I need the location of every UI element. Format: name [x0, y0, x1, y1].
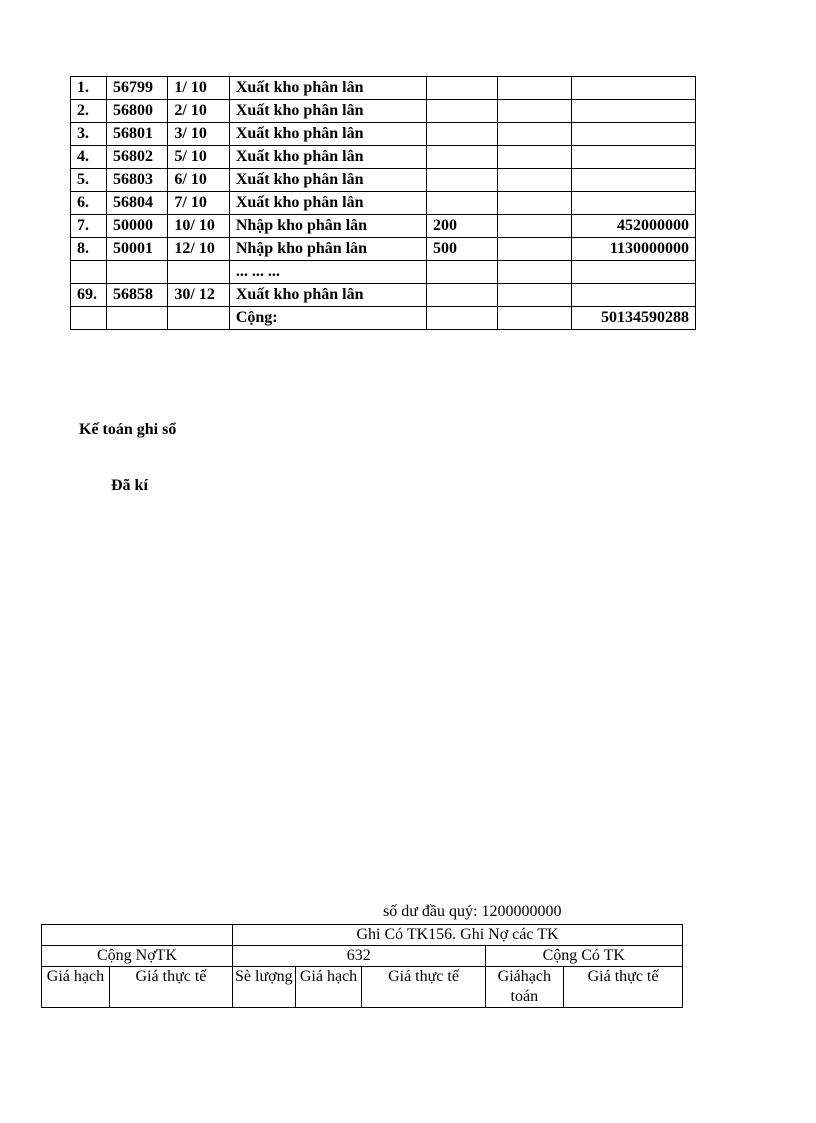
description-cell: Xuất kho phân lân — [229, 100, 426, 123]
description-cell: Xuất kho phân lân — [229, 77, 426, 100]
row-number: 4. — [71, 146, 107, 169]
amount-cell — [571, 77, 695, 100]
summary-account-632: 632 — [233, 946, 486, 967]
date-cell: 5/ 10 — [168, 146, 229, 169]
amount-cell — [571, 146, 695, 169]
extra-cell — [497, 123, 571, 146]
table-row — [71, 284, 696, 307]
document-number: 56803 — [106, 169, 167, 192]
description-cell: Xuất kho phân lân — [229, 169, 426, 192]
extra-cell — [497, 215, 571, 238]
row-number: 3. — [71, 123, 107, 146]
row-number — [71, 261, 107, 284]
quantity-cell — [426, 169, 497, 192]
document-number: 56800 — [106, 100, 167, 123]
amount-cell — [571, 169, 695, 192]
summary-col-header: Giá hạch — [295, 967, 362, 1008]
amount-cell: 452000000 — [571, 215, 695, 238]
summary-col-header: Sè lượng — [233, 967, 296, 1008]
table-row — [71, 123, 696, 146]
quantity-cell — [426, 192, 497, 215]
date-cell: 30/ 12 — [168, 284, 229, 307]
document-number — [106, 261, 167, 284]
summary-cong-no: Cộng NợTK — [42, 946, 233, 967]
table-row — [71, 169, 696, 192]
summary-header-row-3 — [42, 967, 683, 1008]
extra-cell — [497, 192, 571, 215]
date-cell: 6/ 10 — [168, 169, 229, 192]
table-row — [71, 192, 696, 215]
quantity-cell — [426, 284, 497, 307]
table-row — [71, 261, 696, 284]
ledger-body — [71, 77, 696, 330]
table-row — [71, 100, 696, 123]
date-cell: 2/ 10 — [168, 100, 229, 123]
summary-col-header: Giáhạch toán — [485, 967, 564, 1008]
ledger-table — [70, 76, 696, 330]
summary-col-header: Giá hạch — [42, 967, 110, 1008]
row-number: 5. — [71, 169, 107, 192]
amount-cell — [571, 100, 695, 123]
quantity-cell — [426, 77, 497, 100]
table-row — [71, 238, 696, 261]
description-cell: Xuất kho phân lân — [229, 284, 426, 307]
amount-cell — [571, 284, 695, 307]
signed-label: Đã kí — [111, 477, 148, 494]
row-number: 1. — [71, 77, 107, 100]
quantity-cell: 200 — [426, 215, 497, 238]
extra-cell — [497, 238, 571, 261]
table-row — [71, 146, 696, 169]
amount-cell — [571, 261, 695, 284]
document-number: 56802 — [106, 146, 167, 169]
summary-header-row-2 — [42, 946, 683, 967]
description-cell: Xuất kho phân lân — [229, 123, 426, 146]
description-cell: Nhập kho phân lân — [229, 238, 426, 261]
quantity-cell — [426, 123, 497, 146]
row-number: 69. — [71, 284, 107, 307]
summary-cong-co: Cộng Có TK — [485, 946, 682, 967]
extra-cell — [497, 77, 571, 100]
row-number — [71, 307, 107, 330]
extra-cell — [497, 284, 571, 307]
date-cell: 10/ 10 — [168, 215, 229, 238]
document-number: 56799 — [106, 77, 167, 100]
date-cell — [168, 261, 229, 284]
summary-col-header: Giá thực tế — [564, 967, 683, 1008]
table-row — [71, 77, 696, 100]
description-cell: Nhập kho phân lân — [229, 215, 426, 238]
date-cell: 7/ 10 — [168, 192, 229, 215]
quantity-cell — [426, 100, 497, 123]
quantity-cell — [426, 261, 497, 284]
document-number: 50000 — [106, 215, 167, 238]
row-number: 2. — [71, 100, 107, 123]
document-number: 50001 — [106, 238, 167, 261]
summary-col-header: Giá thực tế — [362, 967, 485, 1008]
row-number: 8. — [71, 238, 107, 261]
date-cell: 12/ 10 — [168, 238, 229, 261]
summary-col-header: Giá thực tế — [109, 967, 232, 1008]
summary-table — [41, 924, 683, 1008]
row-number: 7. — [71, 215, 107, 238]
quantity-cell: 500 — [426, 238, 497, 261]
table-row — [71, 215, 696, 238]
quantity-cell — [426, 146, 497, 169]
extra-cell — [497, 169, 571, 192]
extra-cell — [497, 100, 571, 123]
document-number — [106, 307, 167, 330]
opening-balance: số dư đầu quý: 1200000000 — [383, 903, 562, 920]
summary-main-header: Ghi Có TK156. Ghi Nợ các TK — [233, 925, 683, 946]
date-cell: 3/ 10 — [168, 123, 229, 146]
row-number: 6. — [71, 192, 107, 215]
summary-header-row-1 — [42, 925, 683, 946]
extra-cell — [497, 307, 571, 330]
date-cell — [168, 307, 229, 330]
amount-cell — [571, 123, 695, 146]
date-cell: 1/ 10 — [168, 77, 229, 100]
description-cell: ... ... ... — [229, 261, 426, 284]
extra-cell — [497, 261, 571, 284]
description-cell: Xuất kho phân lân — [229, 146, 426, 169]
extra-cell — [497, 146, 571, 169]
accountant-title: Kế toán ghi sổ — [79, 421, 177, 438]
amount-cell: 50134590288 — [571, 307, 695, 330]
document-number: 56804 — [106, 192, 167, 215]
summary-empty-cell — [42, 925, 233, 946]
amount-cell — [571, 192, 695, 215]
document-number: 56858 — [106, 284, 167, 307]
table-row — [71, 307, 696, 330]
description-cell: Xuất kho phân lân — [229, 192, 426, 215]
document-number: 56801 — [106, 123, 167, 146]
quantity-cell — [426, 307, 497, 330]
description-cell: Cộng: — [229, 307, 426, 330]
amount-cell: 1130000000 — [571, 238, 695, 261]
